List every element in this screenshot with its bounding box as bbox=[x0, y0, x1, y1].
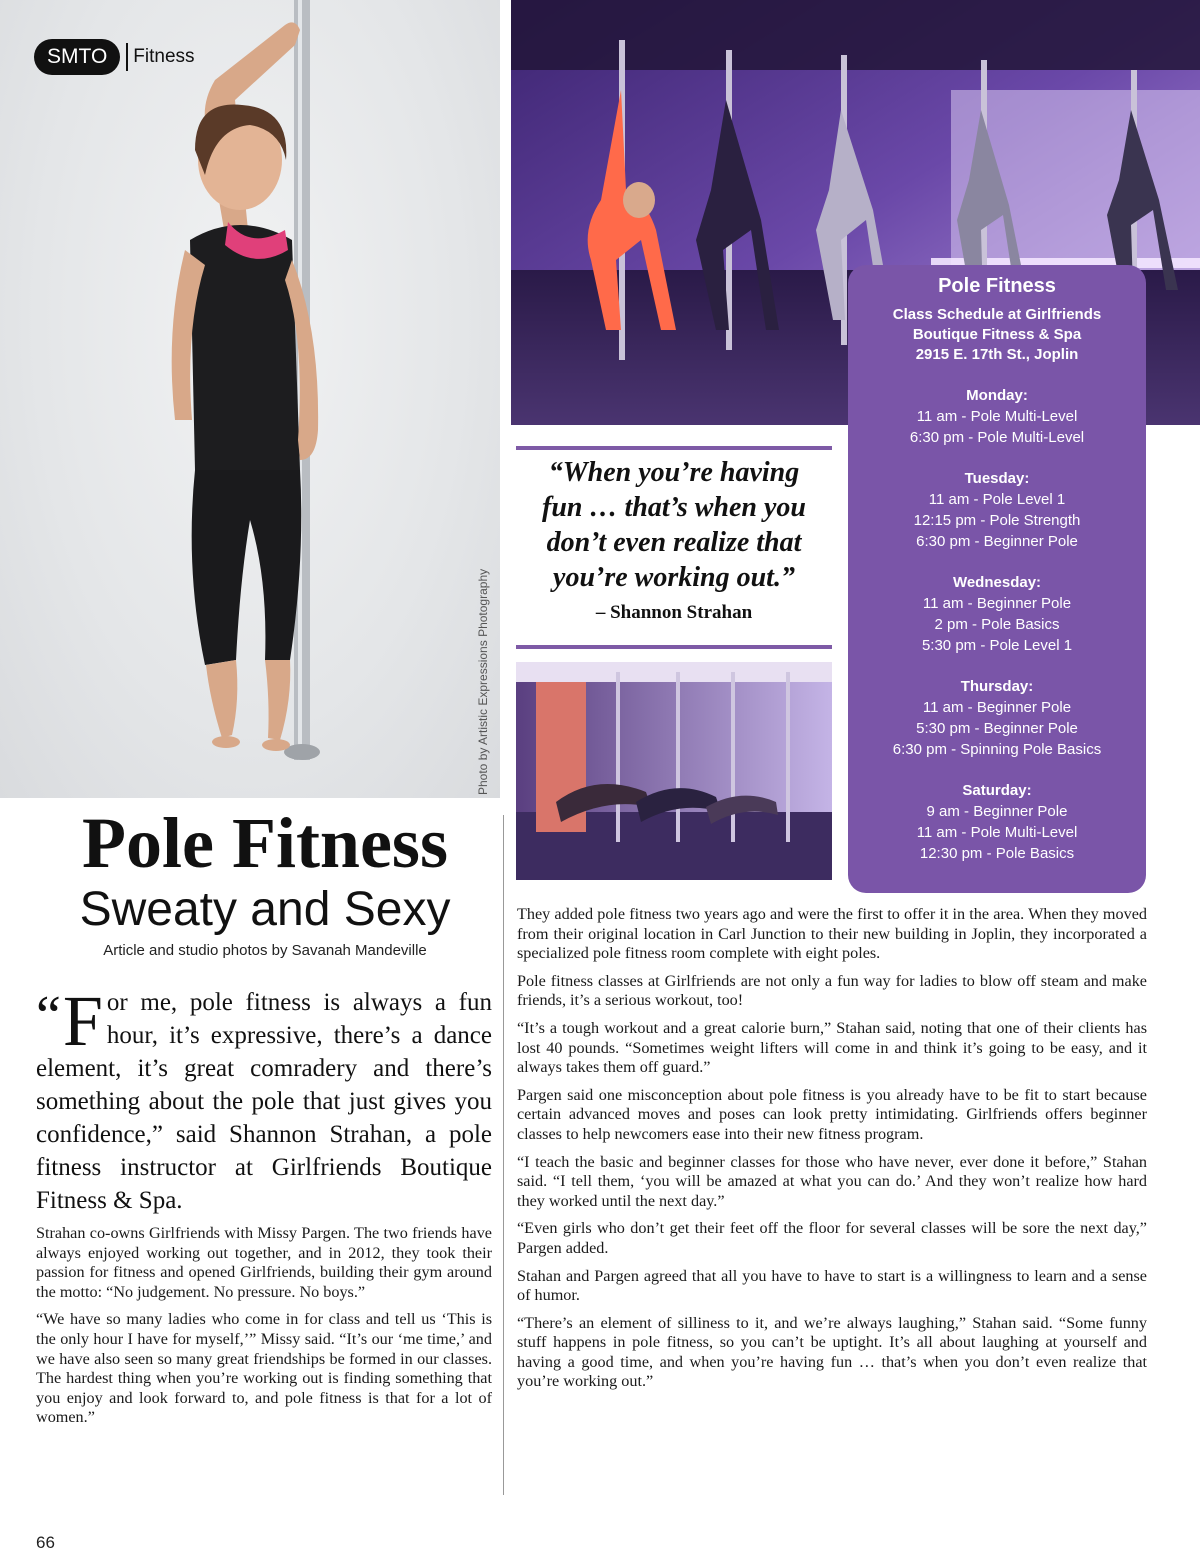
schedule-class: 11 am - Pole Multi-Level bbox=[916, 408, 1078, 425]
article-title: Pole Fitness bbox=[82, 803, 448, 883]
schedule-class: 11 am - Beginner Pole bbox=[922, 699, 1072, 716]
schedule-subtitle-line: Class Schedule at Girlfriends bbox=[892, 306, 1102, 323]
schedule-class: 2 pm - Pole Basics bbox=[934, 616, 1060, 633]
body-column-left bbox=[36, 1224, 492, 1436]
schedule-title: Pole Fitness bbox=[938, 275, 1056, 297]
section-label: Fitness bbox=[133, 46, 195, 67]
studio-stretch-illustration bbox=[516, 662, 832, 880]
pull-quote-rule-top bbox=[516, 446, 832, 450]
pull-quote-line: fun … that’s when you bbox=[542, 492, 806, 523]
schedule-day-monday bbox=[848, 385, 1146, 448]
pull-quote-rule-bottom bbox=[516, 645, 832, 649]
schedule-day-name: Wednesday: bbox=[952, 574, 1042, 591]
schedule-class: 6:30 pm - Beginner Pole bbox=[916, 533, 1078, 550]
photo-credit: Photo by Artistic Expressions Photography bbox=[476, 568, 490, 795]
body-paragraph: Strahan co-owns Girlfriends with Missy Pargen. The two friends have always enjoyed working out together, and in 2012, they took their passion for fitness and opened Girlfriends, building their gym around the motto: “No judgement. No pressure. No boys.” bbox=[36, 1224, 492, 1301]
schedule-day-name: Tuesday: bbox=[964, 470, 1030, 487]
schedule-day-thursday bbox=[848, 676, 1146, 760]
magazine-brand bbox=[34, 38, 195, 76]
schedule-class: 9 am - Beginner Pole bbox=[926, 803, 1068, 820]
body-paragraph: “There’s an element of silliness to it, and we’re always laughing,” Stahan said. “Some funny stuff happens in pole fitness, so you can’t be uptight. It’s all about laughing at yourself and having a good time, and when you’re having fun … that’s when you don’t even realize that you’re working out.” bbox=[517, 1313, 1147, 1391]
schedule-class: 11 am - Pole Level 1 bbox=[928, 491, 1066, 508]
schedule-class: 12:15 pm - Pole Strength bbox=[913, 512, 1081, 529]
schedule-day-name: Monday: bbox=[966, 387, 1028, 404]
schedule-day-name: Thursday: bbox=[960, 678, 1034, 695]
article-byline: Article and studio photos by Savanah Mandeville bbox=[103, 942, 427, 959]
body-paragraph: “I teach the basic and beginner classes for those who have never, ever done it before,” Stahan said. “I tell them, ‘you will be amazed at what you can do.’ And they won’t realize how hard they worked until the next day.” bbox=[517, 1152, 1147, 1210]
brand-logo: SMTO bbox=[34, 39, 120, 75]
page-number: 66 bbox=[36, 1533, 55, 1552]
body-paragraph: “We have so many ladies who come in for class and tell us ‘This is the only hour I have for myself,’” Missy said. “It’s our ‘me time,’ and we have also seen so many great friendships be formed in our classes. The hardest thing when you’re working out is finding something that you enjoy and look forward to, and pole fitness is that for a lot of women.” bbox=[36, 1310, 492, 1427]
lead-photo-instructor bbox=[0, 0, 500, 798]
lead-paragraph bbox=[36, 981, 492, 1217]
pull-quote bbox=[516, 455, 832, 595]
instructor-illustration bbox=[0, 0, 500, 798]
brand-divider bbox=[126, 43, 128, 71]
schedule-day-saturday bbox=[848, 780, 1146, 864]
class-schedule-box bbox=[848, 265, 1146, 893]
schedule-class: 6:30 pm - Pole Multi-Level bbox=[909, 429, 1085, 446]
schedule-subtitle-line: Boutique Fitness & Spa bbox=[912, 326, 1082, 343]
schedule-class: 5:30 pm - Pole Level 1 bbox=[921, 637, 1073, 654]
lead-drop-cap: F bbox=[62, 981, 103, 1061]
studio-photo-stretch bbox=[516, 662, 832, 880]
schedule-class: 5:30 pm - Beginner Pole bbox=[916, 720, 1078, 737]
schedule-class: 11 am - Beginner Pole bbox=[922, 595, 1072, 612]
body-paragraph: Pargen said one misconception about pole fitness is you already have to be fit to start because certain advanced moves and poses can look pretty intimidating. Girlfriends offers beginner classes to help newcomers ease into their new fitness program. bbox=[517, 1085, 1147, 1143]
schedule-class: 6:30 pm - Spinning Pole Basics bbox=[892, 741, 1102, 758]
schedule-class: 11 am - Pole Multi-Level bbox=[916, 824, 1078, 841]
schedule-address: 2915 E. 17th St., Joplin bbox=[915, 346, 1079, 363]
pull-quote-line: “When you’re having bbox=[548, 457, 800, 488]
body-paragraph: They added pole fitness two years ago and were the first to offer it in the area. When they moved from their original location in Carl Junction to their new building in Joplin, they incorporated a specialized pole fitness room complete with eight poles. bbox=[517, 905, 1147, 963]
body-paragraph: Stahan and Pargen agreed that all you have to have to start is a willingness to learn and a sense of humor. bbox=[517, 1266, 1147, 1305]
column-divider bbox=[503, 815, 504, 1495]
body-paragraph: “It’s a tough workout and a great calorie burn,” Stahan said, noting that one of their clients has lost 40 pounds. “Sometimes weight lifters will come in and think it’s going to be easy, and it always takes them off guard.” bbox=[517, 1018, 1147, 1077]
lead-text: or me, pole fitness is always a fun hour, it’s expressive, there’s a dance element, it’s great comradery and there’s something about the pole that just gives you confidence,” said Shannon Strahan, a pole fitness instructor at Girlfriends Boutique Fitness & Spa. bbox=[36, 989, 492, 1214]
pull-quote-attribution: – Shannon Strahan bbox=[595, 602, 753, 623]
pull-quote-line: you’re working out.” bbox=[553, 562, 795, 593]
article-subtitle: Sweaty and Sexy bbox=[79, 883, 451, 936]
body-paragraph: Pole fitness classes at Girlfriends are not only a fun way for ladies to blow off steam and make friends, it’s a serious workout, too! bbox=[517, 971, 1147, 1010]
pull-quote-line: don’t even realize that bbox=[546, 527, 802, 558]
schedule-day-wednesday bbox=[848, 572, 1146, 656]
schedule-class: 12:30 pm - Pole Basics bbox=[919, 845, 1075, 862]
body-paragraph: “Even girls who don’t get their feet off the floor for several classes will be sore the next day,” Pargen added. bbox=[517, 1219, 1147, 1257]
schedule-day-tuesday bbox=[848, 468, 1146, 552]
lead-quote-mark: “ bbox=[36, 985, 61, 1047]
body-column-right bbox=[517, 905, 1147, 1400]
schedule-day-name: Saturday: bbox=[962, 782, 1032, 799]
